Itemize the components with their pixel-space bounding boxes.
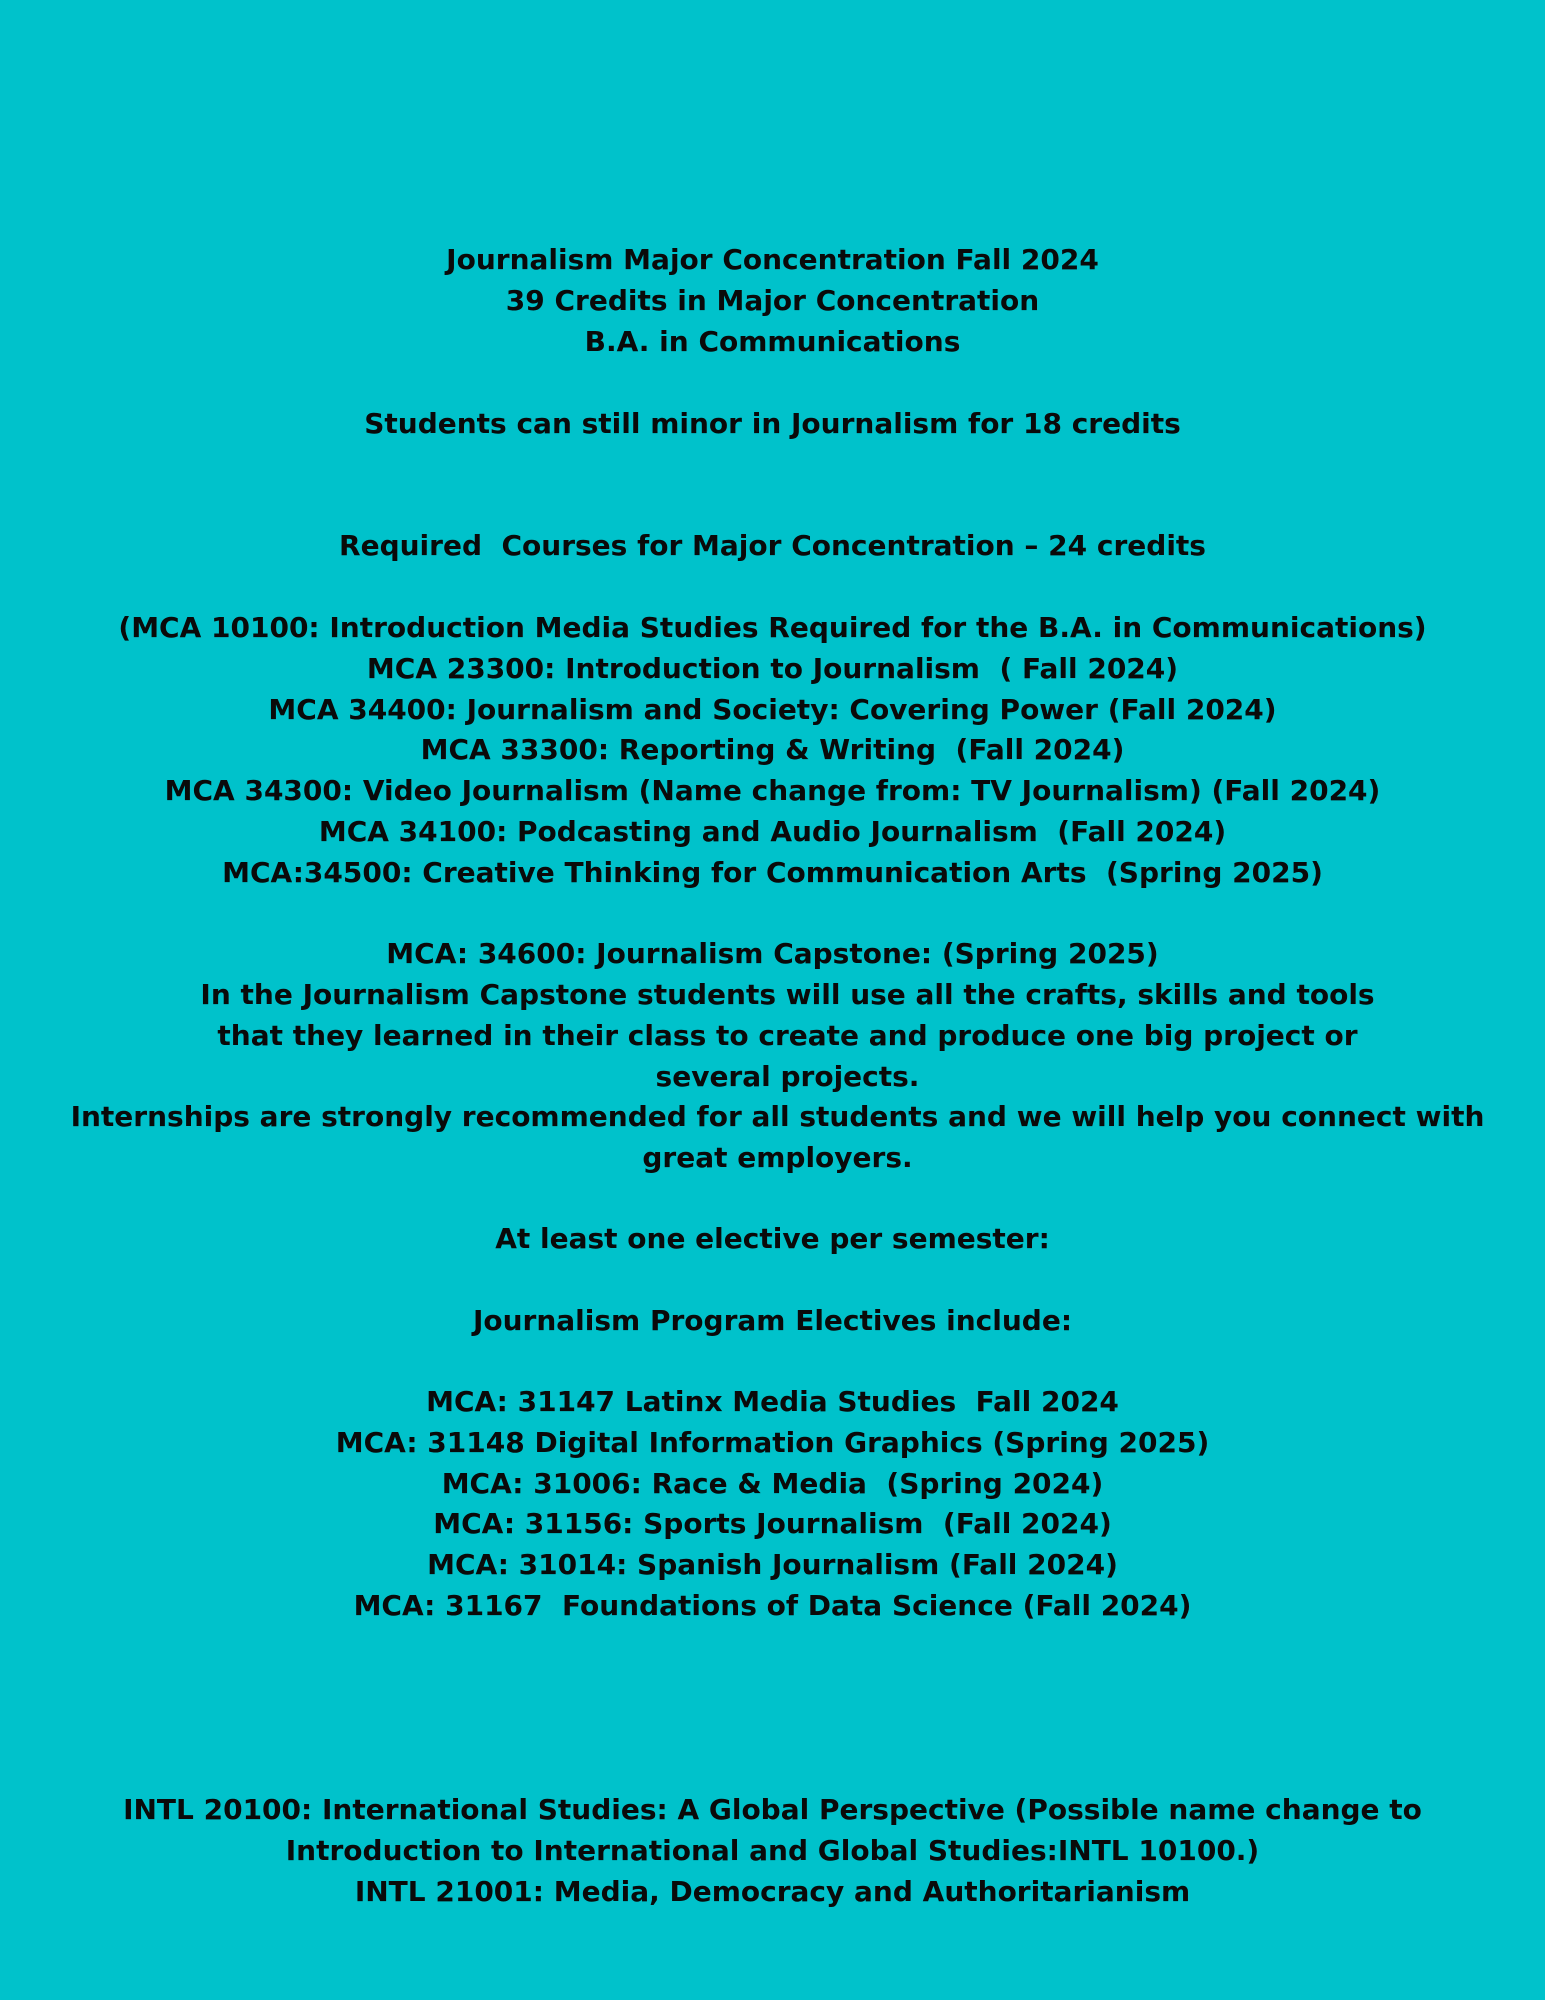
required-course-item: MCA 34300: Video Journalism (Name change from: TV Journalism) (Fall 2024) bbox=[164, 774, 1381, 808]
elective-course-list bbox=[60, 1382, 1485, 1627]
internships-note: Internships are strongly recommended for all students and we will help you connect with great employers. bbox=[70, 1100, 1495, 1174]
intl-course-item: INTL 20100: International Studies: A Global Perspective (Possible name change to Introduction to International and Global Studies:INTL 10100.) bbox=[123, 1793, 1432, 1867]
credits-line: 39 Credits in Major Concentration bbox=[505, 283, 1040, 317]
required-course-item: MCA 33300: Reporting & Writing (Fall 2024) bbox=[420, 733, 1125, 767]
required-course-item: MCA:34500: Creative Thinking for Communication Arts (Spring 2025) bbox=[222, 855, 1323, 889]
required-course-item: (MCA 10100: Introduction Media Studies Required for the B.A. in Communications) bbox=[118, 611, 1427, 644]
elective-course-item: MCA: 31014: Spanish Journalism (Fall 2024) bbox=[427, 1548, 1118, 1582]
header-block bbox=[60, 240, 1485, 362]
capstone-title-block bbox=[60, 934, 1485, 975]
required-course-item: MCA 23300: Introduction to Journalism ( Fall 2024) bbox=[366, 651, 1179, 685]
intl-course-item: INTL 21001: Media, Democracy and Authoritarianism bbox=[354, 1874, 1191, 1908]
required-heading-block bbox=[60, 526, 1485, 567]
elective-requirement: At least one elective per semester: bbox=[495, 1222, 1050, 1255]
required-heading: Required Courses for Major Concentration – 24 credits bbox=[339, 529, 1206, 562]
elective-course-item: MCA: 31167 Foundations of Data Science (Fall 2024) bbox=[353, 1588, 1192, 1622]
elective-course-item: MCA: 31148 Digital Information Graphics (Spring 2025) bbox=[335, 1425, 1210, 1459]
elective-requirement-block bbox=[60, 1219, 1485, 1260]
electives-heading-block bbox=[60, 1301, 1485, 1342]
required-course-item: MCA 34400: Journalism and Society: Covering Power (Fall 2024) bbox=[268, 692, 1277, 726]
electives-heading: Journalism Program Electives include: bbox=[472, 1304, 1073, 1337]
elective-course-item: MCA: 31006: Race & Media (Spring 2024) bbox=[441, 1466, 1104, 1500]
elective-course-item: MCA: 31156: Sports Journalism (Fall 2024) bbox=[433, 1507, 1112, 1541]
intl-courses-block bbox=[40, 1790, 1505, 1912]
minor-note: Students can still minor in Journalism for 18 credits bbox=[364, 407, 1181, 440]
minor-note-block bbox=[60, 404, 1485, 445]
required-course-item: MCA 34100: Podcasting and Audio Journalism (Fall 2024) bbox=[318, 814, 1227, 848]
elective-course-item: MCA: 31147 Latinx Media Studies Fall 2024 bbox=[426, 1385, 1119, 1418]
document-title: Journalism Major Concentration Fall 2024 bbox=[446, 243, 1099, 276]
required-course-list bbox=[60, 608, 1485, 894]
capstone-description-block bbox=[170, 975, 1405, 1097]
capstone-title: MCA: 34600: Journalism Capstone: (Spring 2025) bbox=[386, 937, 1159, 970]
internships-block bbox=[70, 1097, 1495, 1179]
degree-line: B.A. in Communications bbox=[584, 324, 961, 358]
capstone-description: In the Journalism Capstone students will use all the crafts, skills and tools that they learned in their class to create and produce one big project or several projects. bbox=[200, 978, 1385, 1093]
